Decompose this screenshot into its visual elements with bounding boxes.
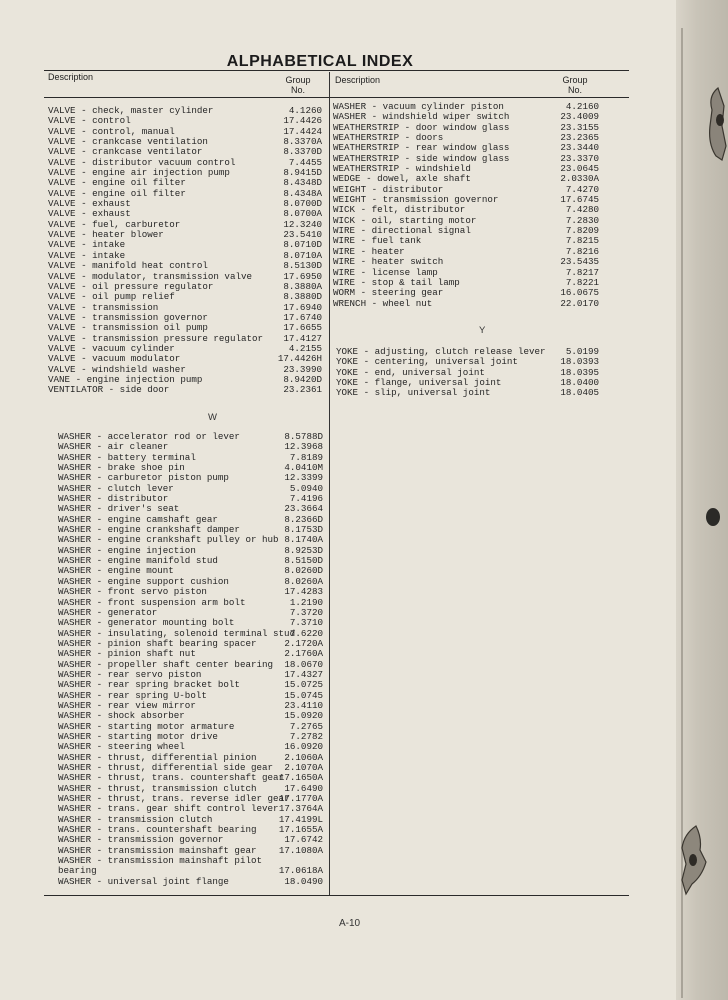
entry-group-number: 2.1720A [284, 637, 323, 649]
page-number: A-10 [339, 918, 361, 929]
entry-description: WASHER - pinion shaft nut [58, 648, 196, 660]
section-letter-w: W [208, 412, 217, 423]
entry-group-number: 8.0700D [283, 198, 322, 210]
entry-group-number: 17.6740 [283, 311, 322, 323]
entry-group-number: 23.0645 [560, 163, 599, 175]
entry-description: WASHER - transmission mainshaft pilot [58, 855, 262, 867]
entry-group-number: 12.3968 [284, 441, 323, 453]
column-divider [329, 72, 330, 895]
entry-description: WASHER - engine crankshaft pulley or hub [58, 534, 279, 546]
page-title: ALPHABETICAL INDEX [226, 53, 414, 70]
entry-description: WASHER - generator [58, 606, 158, 618]
entry-group-number: 4.2155 [288, 342, 322, 354]
entry-description: VALVE - oil pump relief [48, 291, 175, 303]
entry-description: VALVE - engine oil filter [48, 177, 186, 189]
entry-description: VALVE - oil pressure regulator [48, 280, 214, 292]
entry-description: VALVE - control, manual [48, 125, 175, 137]
entry-description: WASHER - engine mount [58, 565, 174, 577]
index-entry [333, 257, 599, 267]
entry-group-number: 17.0618A [278, 865, 323, 877]
entry-group-number: 17.4424 [283, 125, 322, 137]
index-entry [336, 388, 599, 398]
entry-description: WEATHERSTRIP - windshield [333, 163, 471, 175]
entry-description: VALVE - control [48, 115, 131, 127]
entry-group-number: 7.4270 [565, 183, 599, 195]
entry-description: VALVE - heater blower [48, 229, 164, 241]
index-entry [333, 288, 599, 298]
entry-description: WEATHERSTRIP - rear window glass [333, 142, 510, 154]
entry-group-number: 4.1260 [288, 105, 322, 116]
entry-group-number: 8.1740A [284, 534, 323, 546]
entry-description: WEATHERSTRIP - door window glass [333, 121, 510, 133]
entry-group-number: 8.3880A [283, 280, 322, 292]
index-entry [333, 299, 599, 309]
entry-description: WASHER - rear view mirror [58, 699, 196, 711]
entry-description: WASHER - thrust, differential side gear [58, 762, 274, 773]
entry-description: WASHER - rear spring U-bolt [58, 689, 207, 701]
entry-group-number: 7.4280 [565, 204, 599, 216]
entry-description: WASHER - shock absorber [58, 710, 185, 722]
entry-description: WASHER - accelerator rod or lever [58, 431, 240, 442]
entry-description: VALVE - check, master cylinder [48, 105, 214, 116]
entry-group-number: 22.0170 [560, 297, 599, 309]
entry-description: WASHER - propeller shaft center bearing [58, 658, 274, 670]
entry-group-number: 7.8189 [289, 451, 323, 463]
entry-group-number: 17.4426 [283, 115, 322, 127]
entry-description: WIRE - fuel tank [333, 235, 422, 247]
entry-description: WASHER - engine camshaft gear [58, 513, 218, 525]
entry-group-number: 17.1080A [278, 844, 323, 856]
index-entry [58, 587, 323, 597]
header-description-left: Description [48, 72, 94, 82]
entry-description: WASHER - rear spring bracket bolt [58, 679, 240, 691]
entry-group-number: 8.9420D [283, 373, 322, 385]
entry-description: WICK - oil, starting motor [333, 214, 477, 226]
entry-description: WEATHERSTRIP - doors [333, 132, 444, 144]
entry-group-number: 7.8209 [565, 225, 599, 237]
entry-description: YOKE - slip, universal joint [336, 387, 491, 399]
header-top-rule [44, 70, 629, 71]
entry-group-number: 4.2160 [565, 101, 599, 112]
entry-description: WASHER - transmission clutch [58, 813, 213, 825]
entry-description: WASHER - trans. countershaft bearing [58, 824, 257, 836]
entry-description: VALVE - transmission pressure regulator [48, 332, 264, 344]
entry-group-number: 17.6950 [283, 270, 322, 282]
entry-description: WASHER - steering wheel [58, 741, 185, 753]
entry-description: WASHER - windshield wiper switch [333, 111, 510, 123]
entry-description: WEIGHT - distributor [333, 183, 444, 195]
entry-group-number: 17.4426H [277, 353, 322, 365]
entry-group-number: 7.2765 [289, 720, 323, 732]
index-entry [48, 323, 322, 333]
entry-description: WASHER - engine support cushion [58, 575, 229, 587]
entry-group-number: 17.1655A [278, 824, 323, 836]
entry-description: WEATHERSTRIP - side window glass [333, 152, 510, 164]
entry-description: WIRE - heater switch [333, 256, 444, 268]
entry-description: VALVE - intake [48, 239, 126, 251]
left-column-v-entries [48, 106, 322, 396]
entry-group-number: 7.6220 [289, 627, 323, 639]
binder-clip-bottom-icon [676, 824, 710, 896]
index-entry [48, 261, 322, 271]
entry-group-number: 7.3710 [289, 617, 323, 629]
entry-group-number: 8.9415D [283, 167, 322, 179]
entry-group-number: 12.3240 [283, 218, 322, 230]
entry-description: WASHER - battery terminal [58, 451, 196, 463]
entry-group-number: 4.0410M [284, 462, 323, 474]
header-description-right: Description [335, 75, 381, 85]
entry-group-number: 8.4348A [283, 187, 322, 199]
entry-description: VALVE - engine oil filter [48, 187, 186, 199]
entry-description: WASHER - starting motor drive [58, 730, 218, 742]
entry-group-number: 17.6490 [284, 782, 323, 794]
entry-group-number: 17.3764A [278, 803, 323, 815]
header-group-line2: No. [567, 85, 582, 95]
entry-description: WASHER - rear servo piston [58, 668, 202, 680]
entry-description: WASHER - pinion shaft bearing spacer [58, 637, 257, 649]
entry-group-number: 5.0199 [565, 346, 599, 357]
entry-group-number: 7.4196 [289, 493, 323, 505]
entry-group-number: 17.4327 [284, 668, 323, 680]
left-column-w-entries [58, 432, 323, 887]
entry-description: WEIGHT - transmission governor [333, 194, 499, 206]
entry-group-number: 18.0405 [560, 387, 599, 399]
entry-description: WASHER - air cleaner [58, 441, 169, 453]
entry-group-number: 23.3155 [560, 121, 599, 133]
entry-group-number: 17.4127 [283, 332, 322, 344]
entry-group-number: 23.5410 [283, 229, 322, 241]
entry-group-number: 18.0395 [560, 366, 599, 378]
entry-description: VALVE - exhaust [48, 208, 131, 220]
entry-group-number: 23.2365 [560, 132, 599, 144]
entry-group-number: 17.6655 [283, 322, 322, 334]
entry-group-number: 23.5435 [560, 256, 599, 268]
entry-group-number: 15.0745 [284, 689, 323, 701]
entry-group-number: 8.5788D [284, 431, 323, 442]
entry-description: WASHER - brake shoe pin [58, 462, 185, 474]
entry-group-number: 8.0260A [284, 575, 323, 587]
index-entry [48, 385, 322, 395]
header-bottom-rule [44, 97, 629, 98]
entry-description: WICK - felt, distributor [333, 204, 466, 216]
entry-group-number: 7.8215 [565, 235, 599, 247]
entry-group-number: 16.0675 [560, 287, 599, 299]
entry-description: VALVE - vacuum modulator [48, 353, 181, 365]
entry-group-number: 23.3664 [284, 503, 323, 515]
entry-description: VANE - engine injection pump [48, 373, 203, 385]
entry-group-number: 23.3370 [560, 152, 599, 164]
entry-description: VALVE - crankcase ventilation [48, 136, 208, 148]
entry-description: WASHER - engine injection [58, 544, 196, 556]
entry-description: VENTILATOR - side door [48, 384, 170, 396]
entry-group-number: 7.4455 [288, 156, 322, 168]
entry-group-number: 8.3370D [283, 146, 322, 158]
entry-group-number: 15.0920 [284, 710, 323, 722]
entry-description: WIRE - license lamp [333, 266, 438, 278]
entry-group-number: 18.0490 [284, 875, 323, 887]
entry-group-number: 7.3720 [289, 606, 323, 618]
entry-description: VALVE - intake [48, 249, 126, 261]
entry-group-number: 17.1650A [278, 772, 323, 784]
entry-group-number: 8.3370A [283, 136, 322, 148]
entry-group-number: 23.4110 [284, 699, 323, 711]
entry-description: WASHER - engine manifold stud [58, 555, 218, 567]
entry-group-number: 17.4199L [278, 813, 323, 825]
entry-group-number: 8.0260D [284, 565, 323, 577]
entry-description: VALVE - engine air injection pump [48, 167, 230, 179]
entry-description: WASHER - transmission mainshaft gear [58, 844, 257, 856]
entry-group-number: 7.8216 [565, 245, 599, 257]
header-group-left [274, 75, 322, 95]
entry-description: WASHER - thrust, transmission clutch [58, 782, 257, 794]
entry-description: VALVE - modulator, transmission valve [48, 270, 252, 282]
entry-description: bearing [58, 865, 97, 877]
entry-group-number: 16.0920 [284, 741, 323, 753]
index-entry [58, 618, 323, 628]
entry-group-number: 18.0670 [284, 658, 323, 670]
entry-group-number: 23.3990 [283, 363, 322, 375]
entry-description: YOKE - adjusting, clutch release lever [336, 346, 546, 357]
entry-group-number: 7.8221 [565, 276, 599, 288]
entry-group-number: 5.0940 [289, 482, 323, 494]
entry-group-number: 8.0710A [283, 249, 322, 261]
entry-description: VALVE - manifold heat control [48, 260, 208, 272]
entry-group-number: 1.2190 [289, 596, 323, 608]
entry-description: WIRE - heater [333, 245, 405, 257]
entry-description: WASHER - universal joint flange [58, 875, 229, 887]
entry-description: WASHER - generator mounting bolt [58, 617, 235, 629]
header-group-line1: Group [285, 75, 311, 85]
entry-description: WASHER - thrust, differential pinion [58, 751, 257, 763]
index-entry [48, 292, 322, 302]
entry-group-number: 8.1753D [284, 524, 323, 536]
entry-description: WRENCH - wheel nut [333, 297, 433, 309]
entry-group-number: 8.9253D [284, 544, 323, 556]
entry-description: YOKE - centering, universal joint [336, 356, 518, 368]
entry-description: WASHER - front suspension arm bolt [58, 596, 246, 608]
entry-group-number: 7.8217 [565, 266, 599, 278]
entry-group-number: 8.0710D [283, 239, 322, 251]
entry-group-number: 23.2361 [283, 384, 322, 396]
entry-group-number: 17.4283 [284, 586, 323, 598]
right-column-w-entries [333, 102, 599, 309]
entry-description: WASHER - engine crankshaft damper [58, 524, 240, 536]
entry-description: WASHER - vacuum cylinder piston [333, 101, 504, 112]
entry-description: VALVE - crankcase ventilator [48, 146, 203, 158]
entry-group-number: 7.2830 [565, 214, 599, 226]
entry-description: VALVE - windshield washer [48, 363, 186, 375]
entry-group-number: 8.5150D [284, 555, 323, 567]
entry-group-number: 12.3399 [284, 472, 323, 484]
entry-description: WASHER - trans. gear shift control lever [58, 803, 279, 815]
entry-group-number: 8.0700A [283, 208, 322, 220]
entry-description: WASHER - insulating, solenoid terminal stud [58, 627, 296, 639]
entry-description: WIRE - stop & tail lamp [333, 276, 460, 288]
entry-group-number: 8.3880D [283, 291, 322, 303]
index-entry [58, 649, 323, 659]
entry-description: VALVE - distributor vacuum control [48, 156, 236, 168]
entry-group-number: 17.1770A [278, 793, 323, 805]
entry-description: WASHER - thrust, trans. reverse idler gear [58, 793, 290, 805]
header-group-line1: Group [562, 75, 588, 85]
section-letter-y: Y [479, 325, 486, 336]
binder-clip-top-icon [704, 86, 728, 166]
entry-group-number: 23.4009 [560, 111, 599, 123]
entry-group-number: 2.0330A [560, 173, 599, 185]
entry-description: WASHER - distributor [58, 493, 169, 505]
entry-group-number: 17.6745 [560, 194, 599, 206]
entry-group-number: 15.0725 [284, 679, 323, 691]
entry-description: WEDGE - dowel, axle shaft [333, 173, 471, 185]
entry-description: VALVE - transmission [48, 301, 159, 313]
entry-group-number: 23.3440 [560, 142, 599, 154]
entry-description: VALVE - vacuum cylinder [48, 342, 175, 354]
entry-description: WASHER - driver's seat [58, 503, 180, 515]
entry-group-number: 2.1060A [284, 751, 323, 763]
entry-description: YOKE - end, universal joint [336, 366, 485, 378]
entry-group-number: 8.4348D [283, 177, 322, 189]
entry-group-number: 2.1760A [284, 648, 323, 660]
entry-description: VALVE - transmission oil pump [48, 322, 208, 334]
entry-description: VALVE - fuel, carburetor [48, 218, 181, 230]
entry-description: WASHER - clutch lever [58, 482, 174, 494]
index-entry [58, 877, 323, 887]
entry-description: WASHER - thrust, trans. countershaft gear [58, 772, 285, 784]
entry-group-number: 2.1070A [284, 762, 323, 773]
header-group-line2: No. [290, 85, 305, 95]
entry-description: WIRE - directional signal [333, 225, 471, 237]
entry-description: YOKE - flange, universal joint [336, 377, 502, 389]
entry-group-number: 7.2782 [289, 730, 323, 742]
entry-group-number: 17.6742 [284, 834, 323, 846]
entry-group-number: 18.0393 [560, 356, 599, 368]
header-group-right [551, 75, 599, 95]
entry-group-number: 18.0400 [560, 377, 599, 389]
entry-description: WASHER - starting motor armature [58, 720, 235, 732]
entry-description: VALVE - exhaust [48, 198, 131, 210]
entry-group-number: 8.2366D [284, 513, 323, 525]
right-column-y-entries [336, 347, 599, 399]
entry-group-number: 8.5130D [283, 260, 322, 272]
punch-hole-icon [706, 508, 720, 526]
entry-description: WORM - steering gear [333, 287, 444, 299]
footer-rule [44, 895, 629, 896]
entry-group-number: 17.6940 [283, 301, 322, 313]
entry-description: WASHER - carburetor piston pump [58, 472, 229, 484]
entry-description: WASHER - transmission governor [58, 834, 224, 846]
entry-description: VALVE - transmission governor [48, 311, 208, 323]
entry-description: WASHER - front servo piston [58, 586, 207, 598]
